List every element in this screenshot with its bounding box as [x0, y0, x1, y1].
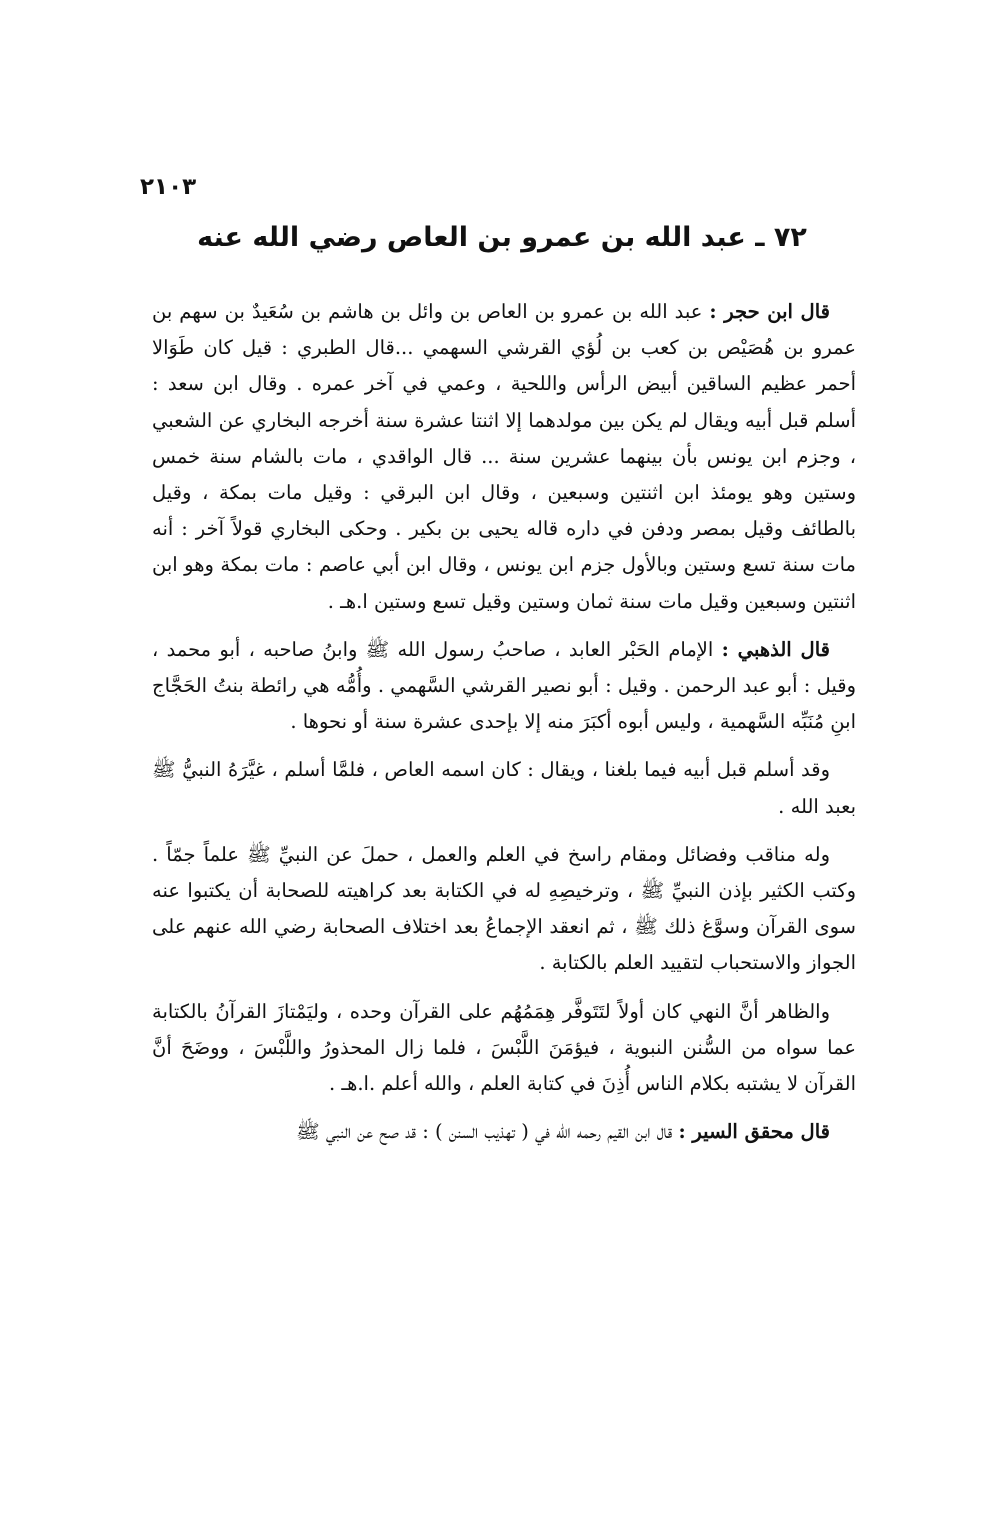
paragraph-dhahabi — [152, 632, 856, 741]
paragraph-prohibition — [152, 994, 856, 1103]
paragraph-lead: قال الذهبي : — [721, 637, 830, 661]
paragraph-muhaqqiq — [152, 1114, 856, 1150]
paragraph-text: وقد أسلم قبل أبيه فيما بلغنا ، ويقال : كان اسمه العاص ، فلمَّا أسلم ، غيَّرَهُ النبيُّ ﷺ بعبد الله . — [152, 758, 856, 818]
paragraph-lead: قال ابن حجر : — [709, 300, 830, 323]
page-title: ٧٢ ـ عبد الله بن عمرو بن العاص رضي الله عنه — [197, 222, 807, 253]
article-body — [152, 294, 856, 1162]
paragraph-islam-before-father — [152, 752, 856, 824]
paragraph-text: قال ابن القيم رحمه الله في ( تهذيب السنن ) : قد صح عن النبي ﷺ — [296, 1120, 679, 1144]
paragraph-text: وله مناقب وفضائل ومقام راسخ في العلم والعمل ، حملَ عن النبيِّ ﷺ علماً جمّاً . وكتب الكثير بإذن النبيِّ ﷺ ، وترخيصِهِ له في الكتابة بعد كراهيته للصحابة أن يكتبوا عنه سوى القرآن وسوَّغ ذلك ﷺ ، ثم انعقد الإجماعُ بعد اختلاف الصحابة رضي الله عنهم على الجواز والاستحباب لتقييد العلم بالكتابة . — [152, 842, 856, 975]
paragraph-text: والظاهر أنَّ النهي كان أولاً لتَتَوفَّر هِمَمُهُم على القرآن وحده ، وليَمْتازَ القرآنُ بالكتابة عما سواه من السُّنن النبوية ، فيؤمَنَ اللَّبْسَ ، فلما زال المحذورُ واللَّبْسَ ، ووضَحَ أنَّ القرآن لا يشتبه بكلام الناس أُذِنَ في كتابة العلم ، والله أعلم .ا.هـ . — [152, 999, 856, 1096]
paragraph-virtues — [152, 837, 856, 982]
paragraph-lead: قال محقق السير : — [678, 1120, 830, 1144]
paragraph-ibn-hajar — [152, 294, 856, 620]
paragraph-text: الإمام الحَبْر العابد ، صاحبُ رسول الله ﷺ وابنُ صاحبه ، أبو محمد ، وقيل : أبو عبد الرحمن . وقيل : أبو نصير القرشي السَّهمي . وأُمُّه هي رائطة بنتُ الحَجَّاج ابنِ مُنَبِّه السَّهمية ، وليس أبوه أكبَرَ منه إلا بإحدى عشرة سنة أو نحوها . — [152, 637, 856, 734]
page-number: ٢١٠٣ — [140, 174, 197, 200]
paragraph-text: عبد الله بن عمرو بن العاص بن وائل بن هاشم بن سُعَيدٌ بن سهم بن عمرو بن هُصَيْص بن كعب بن لُؤي القرشي السهمي ...قال الطبري : قيل كان طَوَالا أحمر عظيم الساقين أبيض الرأس واللحية ، وعمي في آخر عمره . وقال ابن سعد : أسلم قبل أبيه ويقال لم يكن بين مولدهما إلا اثنتا عشرة سنة أخرجه البخاري عن الشعبي ، وجزم ابن يونس بأن بينهما عشرين سنة ... قال الواقدي ، مات بالشام سنة خمس وستين وهو يومئذ ابن اثنتين وسبعين ، وقال ابن البرقي : وقيل مات بمكة ، وقيل بالطائف وقيل بمصر ودفن في داره قاله يحيى بن بكير . وحكى البخاري قولاً آخر : أنه مات سنة تسع وستين وبالأول جزم ابن يونس ، وقال ابن أبي عاصم : مات بمكة وهو ابن اثنتين وسبعين وقيل مات سنة ثمان وستين وقيل تسع وستين ا.هـ . — [152, 300, 856, 613]
